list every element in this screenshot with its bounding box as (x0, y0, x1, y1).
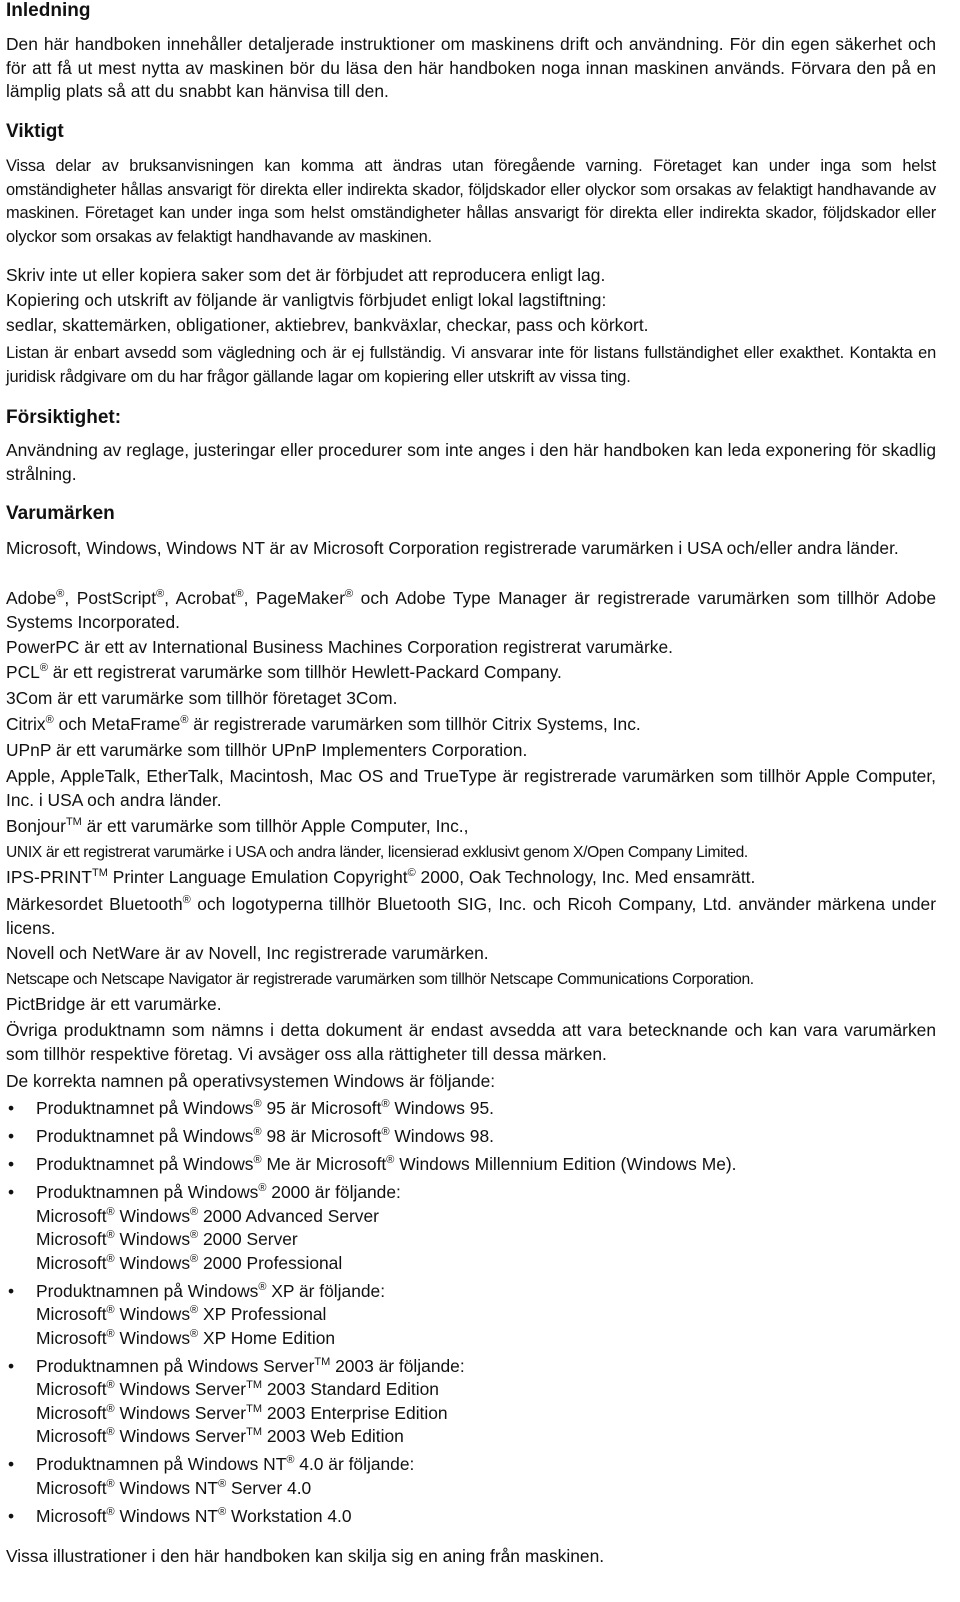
trademark-windows-intro: De korrekta namnen på operativsystemen Windows är följande: (6, 1071, 496, 1091)
list-item: • Produktnamnen på Windows® 2000 är följande: Microsoft® Windows® 2000 Advanced Server Microsoft® Windows® 2000 Server Microsoft® Windows® 2000 Professional (6, 1181, 936, 1275)
caution-text: Användning av reglage, justeringar eller procedurer som inte anges i den här handboken kan leda exponering för skadlig strålning. (6, 440, 936, 484)
trademark-citrix: Citrix® och MetaFrame® är registrerade varumärken som tillhör Citrix Systems, Inc. (6, 714, 641, 734)
list-item: • Produktnamnen på Windows Server™ 2003 är följande: Microsoft® Windows Server™ 2003 Standard Edition Microsoft® Windows Server™ 2003 Enterprise Edition Microsoft® Windows Server™ 2003 Web Edition (6, 1355, 936, 1449)
list-item: • Produktnamnen på Windows NT® 4.0 är följande: Microsoft® Windows NT® Server 4.0 (6, 1453, 936, 1500)
trademark-pcl: PCL® är ett registrerat varumärke som tillhör Hewlett-Packard Company. (6, 662, 562, 682)
trademark-upnp: UPnP är ett varumärke som tillhör UPnP Implementers Corporation. (6, 740, 528, 760)
caution-heading: Försiktighet: (6, 407, 122, 428)
trademark-other-products: Övriga produktnamn som nämns i detta dokument är endast avsedda att vara betecknande och kan vara varumärken som tillhör respektive företag. Vi avsäger oss alla rättigheter till dessa märken. (6, 1020, 936, 1064)
trademark-microsoft: Microsoft, Windows, Windows NT är av Microsoft Corporation registrerade varumärken i USA och/eller andra länder. (6, 538, 899, 558)
important-para3: Kopiering och utskrift av följande är vanligtvis förbjudet enligt lokal lagstiftning: (6, 290, 607, 310)
trademark-bluetooth: Märkesordet Bluetooth® och logotyperna tillhör Bluetooth SIG, Inc. och Ricoh Company, Ltd. använder märkena under licens. (6, 894, 936, 938)
important-para2: Skriv inte ut eller kopiera saker som det är förbjudet att reproducera enligt lag. (6, 265, 606, 285)
trademark-ipsprint: IPS-PRINT™ Printer Language Emulation Copyright© 2000, Oak Technology, Inc. Med ensamrätt. (6, 867, 756, 887)
trademark-unix: UNIX är ett registrerat varumärke i USA och andra länder, licensierad exklusivt genom X/Open Company Limited. (6, 844, 748, 861)
intro-heading: Inledning (6, 0, 91, 21)
footer-note: Vissa illustrationer i den här handboken kan skilja sig en aning från maskinen. (6, 1546, 605, 1566)
important-para1: Vissa delar av bruksanvisningen kan komma att ändras utan föregående varning. Företaget kan under inga som helst omständigheter hållas ansvarigt för direkta eller indirekta skador, följdskador eller olyckor som orsakas av felaktigt handhavande av maskinen. Företaget kan under inga som helst omständigheter hållas ansvarigt för direkta eller indirekta skador, följdskador eller olyckor som orsakas av felaktigt handhavande av maskinen. (6, 157, 936, 246)
important-para4: sedlar, skattemärken, obligationer, aktiebrev, bankväxlar, checkar, pass och körkort. (6, 315, 649, 335)
trademark-pictbridge: PictBridge är ett varumärke. (6, 994, 222, 1014)
list-item: • Microsoft® Windows NT® Workstation 4.0 (6, 1505, 936, 1529)
list-item: • Produktnamnet på Windows® 98 är Microsoft® Windows 98. (6, 1125, 936, 1149)
trademark-powerpc: PowerPC är ett av International Business Machines Corporation registrerat varumärke. (6, 637, 673, 657)
windows-os-list (6, 1097, 936, 1533)
list-item: • Produktnamnet på Windows® Me är Microsoft® Windows Millennium Edition (Windows Me). (6, 1153, 936, 1177)
list-item: • Produktnamnen på Windows® XP är följande: Microsoft® Windows® XP Professional Microsoft® Windows® XP Home Edition (6, 1280, 936, 1351)
list-item: • Produktnamnet på Windows® 95 är Microsoft® Windows 95. (6, 1097, 936, 1121)
intro-text: Den här handboken innehåller detaljerade instruktioner om maskinens drift och användning. För din egen säkerhet och för att få ut mest nytta av maskinen bör du läsa den här handboken noga innan maskinen används. Förvara den på en lämplig plats så att du snabbt kan hänvisa till den. (6, 34, 936, 101)
trademark-adobe: Adobe®, PostScript®, Acrobat®, PageMaker® och Adobe Type Manager är registrerade varumärken som tillhör Adobe Systems Incorporated. (6, 588, 936, 632)
important-para5: Listan är enbart avsedd som vägledning och är ej fullständig. Vi ansvarar inte för listans fullständighet eller exakthet. Kontakta en juridisk rådgivare om du har frågor gällande lagar om kopiering eller utskrift av vissa ting. (6, 344, 936, 386)
trademark-netscape: Netscape och Netscape Navigator är registrerade varumärken som tillhör Netscape Communications Corporation. (6, 971, 754, 988)
trademark-apple: Apple, AppleTalk, EtherTalk, Macintosh, Mac OS and TrueType är registrerade varumärken som tillhör Apple Computer, Inc. i USA och andra länder. (6, 766, 936, 810)
trademarks-heading: Varumärken (6, 503, 115, 524)
important-heading: Viktigt (6, 121, 64, 142)
trademark-bonjour: Bonjour™ är ett varumärke som tillhör Apple Computer, Inc., (6, 816, 469, 836)
trademark-3com: 3Com är ett varumärke som tillhör företaget 3Com. (6, 688, 398, 708)
trademark-novell: Novell och NetWare är av Novell, Inc registrerade varumärken. (6, 943, 489, 963)
